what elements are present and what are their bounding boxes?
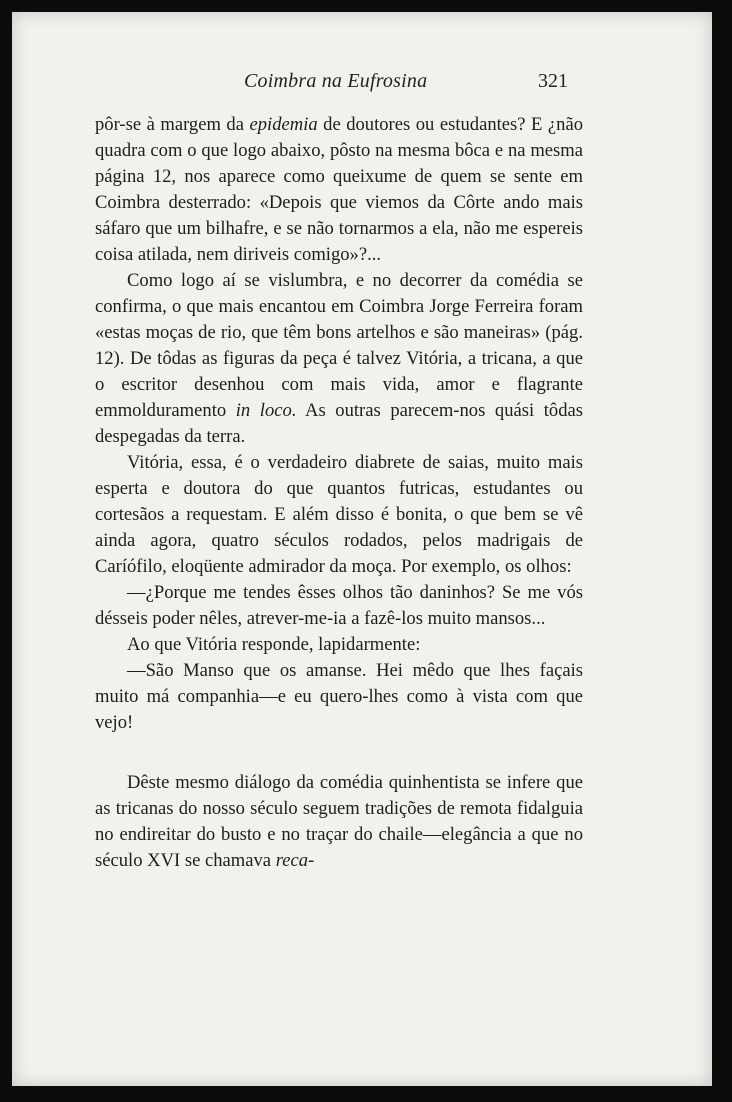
running-title: Coimbra na Eufrosina	[244, 70, 428, 92]
italic-term: in loco.	[235, 400, 297, 421]
paragraph	[95, 268, 583, 450]
dialogue-line: —¿Porque me tendes êsses olhos tão daninhos? Se me vós désseis poder nêles, atrever-me-ia a fazê-los muito mansos...	[95, 582, 583, 629]
body-text	[95, 112, 583, 874]
italic-term: reca-	[275, 850, 315, 871]
page-number: 321	[538, 70, 568, 92]
paragraph	[95, 112, 583, 268]
italic-term: epidemia	[249, 114, 318, 135]
text-run: pôr-se à margem da	[95, 114, 250, 135]
dialogue-line: —São Manso que os amanse. Hei mêdo que lhes façais muito má companhia—e eu quero-lhes como à vista com que vejo!	[95, 660, 583, 733]
paragraph: Vitória, essa, é o verdadeiro diabrete de saias, muito mais esperta e doutora do que quantos futricas, estudantes ou cortesãos a requestam. E além disso é bonita, o que bem se vê ainda agora, quatro séculos rodados, pelos madrigais de Caríófilo, eloqüente admirador da moça. Por exemplo, os olhos:	[95, 452, 583, 577]
book-page	[12, 12, 712, 1086]
text-run: As outras parecem-nos quási tôdas despegadas da terra.	[95, 400, 583, 447]
text-run: Dêste mesmo diálogo da comédia quinhentista se infere que as tricanas do nosso século seguem tradições de remota fidalguia no endireitar do busto e no traçar do chaile—elegância a que no século XVI se chamava	[95, 772, 583, 871]
paragraph: Ao que Vitória responde, lapidarmente:	[127, 634, 421, 655]
text-run: de doutores ou estudantes? E ¿não quadra com o que logo abaixo, pôsto na mesma bôca e na mesma página 12, nos aparece como queixume de quem se sente em Coimbra desterrado: «Depois que viemos da Côrte ando mais sáfaro que um bilhafre, e se não tornarmos a ela, não me espereis coisa atilada, nem diriveis comigo»?...	[95, 114, 584, 265]
page-header	[12, 70, 712, 106]
text-run: Como logo aí se vislumbra, e no decorrer da comédia se confirma, o que mais encantou em Coimbra Jorge Ferreira foram «estas moças de rio, que têm bons artelhos e são maneiras» (pág. 12). De tôdas as figuras da peça é talvez Vitória, a tricana, a que o escritor desenhou com mais vida, amor e flagrante emmolduramento	[95, 270, 583, 421]
paragraph	[95, 770, 583, 874]
